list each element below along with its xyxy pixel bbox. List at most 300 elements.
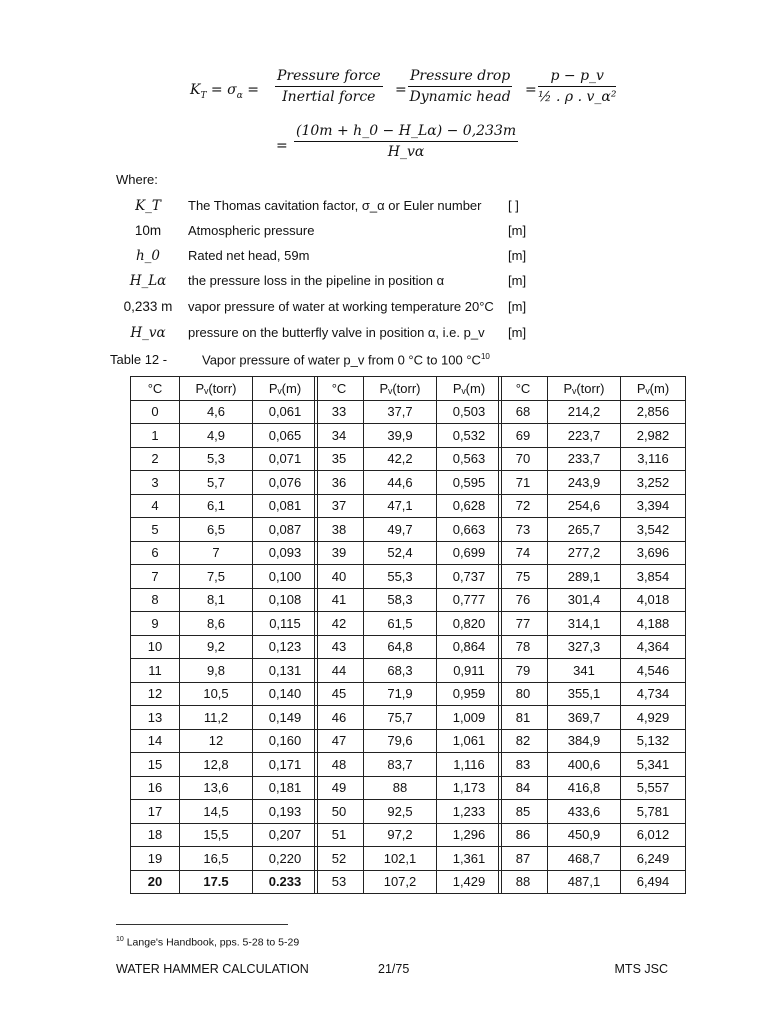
table-cell: 9,2 — [180, 635, 253, 659]
table-cell: 86 — [499, 823, 548, 847]
table-row — [315, 659, 502, 683]
table-header-row — [499, 377, 686, 401]
footer-company: MTS JSC — [614, 962, 668, 976]
table-cell: 4,9 — [180, 424, 253, 448]
table-cell: 7 — [180, 541, 253, 565]
column-header: Pᵥ(m) — [621, 377, 686, 401]
table-cell: 341 — [548, 659, 621, 683]
table-cell: 42 — [315, 612, 364, 636]
table-cell: 102,1 — [364, 847, 437, 871]
table-cell: 52 — [315, 847, 364, 871]
table-cell: 4,546 — [621, 659, 686, 683]
variable-unit: [m] — [508, 325, 527, 340]
table-cell: 44,6 — [364, 471, 437, 495]
footnote-text: Lange's Handbook, pps. 5-28 to 5-29 — [126, 936, 300, 949]
table-row — [499, 706, 686, 730]
table-cell: 277,2 — [548, 541, 621, 565]
table-row — [315, 706, 502, 730]
table-cell: 45 — [315, 682, 364, 706]
table-cell: 0,160 — [253, 729, 318, 753]
table-cell: 39 — [315, 541, 364, 565]
table-cell: 17.5 — [180, 870, 253, 894]
table-cell: 7 — [131, 565, 180, 589]
variable-row — [110, 248, 550, 272]
table-cell: 12 — [131, 682, 180, 706]
table-cell: 48 — [315, 753, 364, 777]
equals-sign: = — [395, 82, 407, 98]
table-cell: 0,081 — [253, 494, 318, 518]
table-cell: 0,087 — [253, 518, 318, 542]
table-cell: 5,557 — [621, 776, 686, 800]
fraction-numerator: Pressure force — [277, 68, 381, 84]
table-cell: 17 — [131, 800, 180, 824]
table-row — [131, 753, 318, 777]
table-cell: 0,220 — [253, 847, 318, 871]
table-cell: 487,1 — [548, 870, 621, 894]
fraction-denominator: Inertial force — [282, 89, 376, 105]
table-cell: 35 — [315, 447, 364, 471]
table-cell: 53 — [315, 870, 364, 894]
table-row — [315, 823, 502, 847]
table-cell: 468,7 — [548, 847, 621, 871]
table-cell: 0,820 — [437, 612, 502, 636]
table-cell: 416,8 — [548, 776, 621, 800]
table-cell: 50 — [315, 800, 364, 824]
table-cell: 5 — [131, 518, 180, 542]
table-row — [315, 753, 502, 777]
table-cell: 44 — [315, 659, 364, 683]
footnote-divider — [116, 924, 288, 925]
table-cell: 12 — [180, 729, 253, 753]
variable-description: Atmospheric pressure — [188, 223, 315, 238]
table-cell: 20 — [131, 870, 180, 894]
table-row — [131, 400, 318, 424]
table-cell: 61,5 — [364, 612, 437, 636]
variable-description: the pressure loss in the pipeline in position α — [188, 273, 445, 288]
table-cell: 2,856 — [621, 400, 686, 424]
variable-row — [110, 299, 550, 323]
table-cell: 51 — [315, 823, 364, 847]
table-row — [499, 823, 686, 847]
table-cell: 84 — [499, 776, 548, 800]
table-row — [131, 541, 318, 565]
fraction-denominator: Dynamic head — [409, 89, 511, 105]
table-cell: 265,7 — [548, 518, 621, 542]
table-cell: 0,737 — [437, 565, 502, 589]
equation-lhs: $K_T = \sigma_\alpha$ = — [190, 82, 259, 101]
table-cell: 19 — [131, 847, 180, 871]
table-cell: 0,959 — [437, 682, 502, 706]
table-cell: 1,429 — [437, 870, 502, 894]
table-cell: 6,012 — [621, 823, 686, 847]
fraction-pressure-drop — [408, 68, 512, 105]
table-row — [499, 800, 686, 824]
table-row — [499, 400, 686, 424]
table-cell: 80 — [499, 682, 548, 706]
variable-symbol: 10m — [134, 223, 162, 238]
variable-unit: [m] — [508, 248, 527, 263]
table-cell: 88 — [499, 870, 548, 894]
table-cell: 4,018 — [621, 588, 686, 612]
table-cell: 83 — [499, 753, 548, 777]
table-cell: 0,699 — [437, 541, 502, 565]
table-cell: 77 — [499, 612, 548, 636]
table-cell: 1,009 — [437, 706, 502, 730]
table-row — [315, 447, 502, 471]
table-cell: 14,5 — [180, 800, 253, 824]
table-row — [131, 635, 318, 659]
variable-unit: [ ] — [508, 198, 519, 213]
table-row — [131, 424, 318, 448]
table-cell: 107,2 — [364, 870, 437, 894]
column-header: °C — [499, 377, 548, 401]
table-cell: 40 — [315, 565, 364, 589]
table-caption-label: Table 12 - — [110, 352, 168, 367]
table-cell: 0,131 — [253, 659, 318, 683]
table-cell: 43 — [315, 635, 364, 659]
table-cell: 4,188 — [621, 612, 686, 636]
table-row — [315, 565, 502, 589]
table-cell: 7,5 — [180, 565, 253, 589]
table-row — [131, 471, 318, 495]
table-cell: 3,394 — [621, 494, 686, 518]
table-cell: 0,108 — [253, 588, 318, 612]
table-cell: 9 — [131, 612, 180, 636]
table-cell: 6,1 — [180, 494, 253, 518]
table-cell: 16,5 — [180, 847, 253, 871]
table-cell: 0,193 — [253, 800, 318, 824]
table-cell: 49,7 — [364, 518, 437, 542]
table-cell: 34 — [315, 424, 364, 448]
table-row — [315, 494, 502, 518]
fraction-denominator: ½ . ρ . v_α² — [538, 89, 617, 105]
table-row — [131, 518, 318, 542]
table-cell: 5,3 — [180, 447, 253, 471]
table-cell: 49 — [315, 776, 364, 800]
table-cell: 355,1 — [548, 682, 621, 706]
table-row — [131, 776, 318, 800]
table-cell: 85 — [499, 800, 548, 824]
table-cell: 0,207 — [253, 823, 318, 847]
table-cell: 15,5 — [180, 823, 253, 847]
table-cell: 38 — [315, 518, 364, 542]
table-row — [499, 870, 686, 894]
table-cell: 223,7 — [548, 424, 621, 448]
variable-row — [110, 325, 550, 349]
table-row — [499, 682, 686, 706]
table-cell: 0,911 — [437, 659, 502, 683]
table-cell: 83,7 — [364, 753, 437, 777]
table-cell: 3,854 — [621, 565, 686, 589]
variable-symbol: H_Lα — [129, 273, 167, 289]
table-cell: 11 — [131, 659, 180, 683]
table-cell: 36 — [315, 471, 364, 495]
table-cell: 14 — [131, 729, 180, 753]
table-cell: 82 — [499, 729, 548, 753]
table-cell: 314,1 — [548, 612, 621, 636]
table-row — [131, 682, 318, 706]
table-cell: 4,929 — [621, 706, 686, 730]
table-row — [315, 518, 502, 542]
variable-unit: [m] — [508, 299, 527, 314]
column-header: Pᵥ(torr) — [180, 377, 253, 401]
table-cell: 10 — [131, 635, 180, 659]
table-cell: 254,6 — [548, 494, 621, 518]
table-cell: 5,341 — [621, 753, 686, 777]
table-cell: 5,7 — [180, 471, 253, 495]
variable-description: pressure on the butterfly valve in position α, i.e. p_v — [188, 325, 485, 340]
table-cell: 3,116 — [621, 447, 686, 471]
table-cell: 243,9 — [548, 471, 621, 495]
table-cell: 4,734 — [621, 682, 686, 706]
table-cell: 0,563 — [437, 447, 502, 471]
table-cell: 1,173 — [437, 776, 502, 800]
table-cell: 46 — [315, 706, 364, 730]
table-cell: 33 — [315, 400, 364, 424]
table-row — [499, 635, 686, 659]
table-cell: 0,093 — [253, 541, 318, 565]
table-header-row — [315, 377, 502, 401]
table-cell: 81 — [499, 706, 548, 730]
fraction-numerator: (10m + h_0 − H_Lα) − 0,233m — [296, 123, 517, 139]
fraction-numerator: p − p_v — [550, 68, 604, 84]
table-row — [131, 612, 318, 636]
table-row — [315, 847, 502, 871]
table-cell: 3,252 — [621, 471, 686, 495]
table-row — [131, 565, 318, 589]
table-cell: 70 — [499, 447, 548, 471]
table-cell: 74 — [499, 541, 548, 565]
table-cell: 369,7 — [548, 706, 621, 730]
table-row — [131, 729, 318, 753]
table-cell: 0,071 — [253, 447, 318, 471]
table-cell: 433,6 — [548, 800, 621, 824]
table-row — [315, 682, 502, 706]
table-cell: 41 — [315, 588, 364, 612]
column-header: °C — [315, 377, 364, 401]
variable-symbol: h_0 — [135, 248, 161, 264]
table-cell: 384,9 — [548, 729, 621, 753]
table-cell: 6,5 — [180, 518, 253, 542]
table-row — [131, 800, 318, 824]
table-cell: 64,8 — [364, 635, 437, 659]
table-cell: 58,3 — [364, 588, 437, 612]
table-cell: 0,149 — [253, 706, 318, 730]
table-cell: 6,249 — [621, 847, 686, 871]
table-cell: 0 — [131, 400, 180, 424]
variable-row — [110, 223, 550, 247]
table-cell: 8 — [131, 588, 180, 612]
table-cell: 3,542 — [621, 518, 686, 542]
variable-description: vapor pressure of water at working temperature 20°C — [188, 299, 494, 314]
table-row — [315, 800, 502, 824]
table-cell: 0,123 — [253, 635, 318, 659]
table-cell: 69 — [499, 424, 548, 448]
table-cell: 16 — [131, 776, 180, 800]
table-cell: 0,595 — [437, 471, 502, 495]
table-row — [131, 447, 318, 471]
table-cell: 0,061 — [253, 400, 318, 424]
vapor-pressure-table — [314, 376, 502, 894]
table-cell: 0,628 — [437, 494, 502, 518]
table-cell: 400,6 — [548, 753, 621, 777]
table-row — [131, 588, 318, 612]
column-header: Pᵥ(torr) — [364, 377, 437, 401]
table-cell: 47 — [315, 729, 364, 753]
table-row — [131, 706, 318, 730]
table-cell: 4 — [131, 494, 180, 518]
table-cell: 15 — [131, 753, 180, 777]
table-cell: 18 — [131, 823, 180, 847]
vapor-pressure-table — [498, 376, 686, 894]
table-cell: 8,6 — [180, 612, 253, 636]
table-cell: 68 — [499, 400, 548, 424]
table-row — [131, 847, 318, 871]
table-cell: 78 — [499, 635, 548, 659]
table-cell: 0.233 — [253, 870, 318, 894]
table-cell: 1,061 — [437, 729, 502, 753]
table-cell: 0,076 — [253, 471, 318, 495]
table-row — [499, 612, 686, 636]
fraction-pressure-force — [275, 68, 383, 105]
table-cell: 75 — [499, 565, 548, 589]
table-header-row — [131, 377, 318, 401]
table-cell: 0,663 — [437, 518, 502, 542]
footer-page-number: 21/75 — [378, 962, 410, 976]
table-cell: 1,233 — [437, 800, 502, 824]
table-cell: 289,1 — [548, 565, 621, 589]
table-row — [499, 518, 686, 542]
equals-sign: = — [525, 82, 537, 98]
footer-title: WATER HAMMER CALCULATION — [116, 962, 309, 976]
table-cell: 2 — [131, 447, 180, 471]
table-row — [131, 659, 318, 683]
table-row — [499, 447, 686, 471]
variable-row — [110, 198, 550, 222]
table-row — [499, 729, 686, 753]
table-cell: 71,9 — [364, 682, 437, 706]
table-cell: 37 — [315, 494, 364, 518]
footnote-number: 10 — [116, 936, 124, 943]
table-cell: 75,7 — [364, 706, 437, 730]
table-cell: 11,2 — [180, 706, 253, 730]
table-row — [131, 494, 318, 518]
table-cell: 0,100 — [253, 565, 318, 589]
table-cell: 42,2 — [364, 447, 437, 471]
table-row — [315, 776, 502, 800]
table-cell: 0,065 — [253, 424, 318, 448]
table-cell: 233,7 — [548, 447, 621, 471]
column-header: Pᵥ(m) — [437, 377, 502, 401]
table-row — [499, 753, 686, 777]
table-row — [315, 870, 502, 894]
table-cell: 1,361 — [437, 847, 502, 871]
variable-symbol: K_T — [135, 198, 161, 214]
variable-symbol: H_vα — [130, 325, 166, 341]
footnote-ref: 10 — [480, 352, 490, 361]
table-cell: 6 — [131, 541, 180, 565]
table-cell: 0,115 — [253, 612, 318, 636]
table-cell: 97,2 — [364, 823, 437, 847]
table-cell: 73 — [499, 518, 548, 542]
table-row — [315, 729, 502, 753]
table-cell: 3 — [131, 471, 180, 495]
table-row — [499, 847, 686, 871]
table-cell: 13 — [131, 706, 180, 730]
table-cell: 76 — [499, 588, 548, 612]
variable-description: Rated net head, 59m — [188, 248, 310, 263]
fraction-numerator: Pressure drop — [410, 68, 511, 84]
table-cell: 10,5 — [180, 682, 253, 706]
table-cell: 52,4 — [364, 541, 437, 565]
where-label: Where: — [116, 172, 158, 187]
table-row — [315, 612, 502, 636]
variable-unit: [m] — [508, 273, 527, 288]
table-caption — [202, 352, 490, 367]
table-cell: 450,9 — [548, 823, 621, 847]
table-cell: 2,982 — [621, 424, 686, 448]
table-cell: 214,2 — [548, 400, 621, 424]
table-row — [499, 424, 686, 448]
table-cell: 5,132 — [621, 729, 686, 753]
table-cell: 71 — [499, 471, 548, 495]
table-row — [499, 494, 686, 518]
table-cell: 79,6 — [364, 729, 437, 753]
fraction-pressure-ratio — [538, 68, 616, 105]
table-cell: 13,6 — [180, 776, 253, 800]
variable-symbol: 0,233 m — [123, 299, 173, 314]
table-cell: 9,8 — [180, 659, 253, 683]
table-row — [315, 424, 502, 448]
table-cell: 79 — [499, 659, 548, 683]
table-row — [131, 870, 318, 894]
table-cell: 4,364 — [621, 635, 686, 659]
table-row — [315, 541, 502, 565]
table-row — [499, 659, 686, 683]
table-cell: 72 — [499, 494, 548, 518]
table-cell: 5,781 — [621, 800, 686, 824]
table-row — [499, 776, 686, 800]
table-row — [499, 541, 686, 565]
table-cell: 0,777 — [437, 588, 502, 612]
table-cell: 6,494 — [621, 870, 686, 894]
table-row — [131, 823, 318, 847]
table-cell: 4,6 — [180, 400, 253, 424]
vapor-pressure-table — [130, 376, 318, 894]
table-cell: 55,3 — [364, 565, 437, 589]
table-cell: 0,140 — [253, 682, 318, 706]
table-cell: 92,5 — [364, 800, 437, 824]
equals-sign: = — [276, 138, 288, 154]
table-cell: 1,116 — [437, 753, 502, 777]
table-cell: 1 — [131, 424, 180, 448]
table-cell: 0,503 — [437, 400, 502, 424]
table-cell: 87 — [499, 847, 548, 871]
table-cell: 1,296 — [437, 823, 502, 847]
table-row — [499, 588, 686, 612]
column-header: Pᵥ(torr) — [548, 377, 621, 401]
table-row — [315, 635, 502, 659]
table-cell: 0,532 — [437, 424, 502, 448]
table-cell: 39,9 — [364, 424, 437, 448]
table-cell: 0,864 — [437, 635, 502, 659]
table-cell: 327,3 — [548, 635, 621, 659]
table-row — [315, 471, 502, 495]
table-cell: 8,1 — [180, 588, 253, 612]
fraction-cavitation — [294, 123, 518, 160]
table-row — [499, 471, 686, 495]
table-cell: 37,7 — [364, 400, 437, 424]
